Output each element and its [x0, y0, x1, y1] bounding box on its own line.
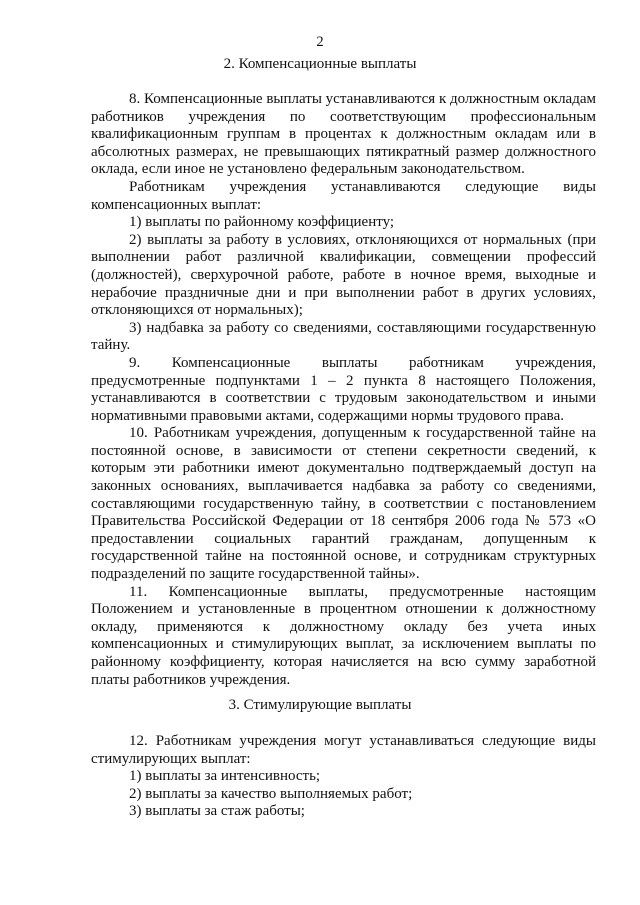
section-3-body [91, 733, 596, 821]
paragraph-11: 11. Компенсационные выплаты, предусмотренные настоящим Положением и установленные в процентном отношении к должностному окладу, применяются к должностному окладу без учета иных компенсационных и стимулирующих выплат, за исключением выплаты по районному коэффициенту, которая начисляется на всю сумму заработной платы работников учреждения. [91, 583, 596, 688]
list-item: 1) выплаты по районному коэффициенту; [129, 214, 395, 231]
section-3-heading: 3. Стимулирующие выплаты [228, 697, 412, 713]
page-number: 2 [316, 34, 324, 50]
paragraph-8: 8. Компенсационные выплаты устанавливаются к должностным окладам работников учреждения по соответствующим профессиональным квалификационным группам в процентах к должностным окладам или в абсолютных размерах, не превышающих пятикратный размер должностного оклада, если иное не установлено федеральным законодательством. [91, 91, 596, 178]
section-2-body [91, 91, 596, 689]
paragraph-9: 9. Компенсационные выплаты работникам учреждения, предусмотренные подпунктами 1 – 2 пункта 8 настоящего Положения, устанавливаются в соответствии с трудовым законодательством и иными нормативными правовыми актами, содержащими нормы трудового права. [91, 354, 596, 424]
paragraph-12: 12. Работникам учреждения могут устанавливаться следующие виды стимулирующих выплат: [91, 733, 596, 767]
list-item: 1) выплаты за интенсивность; [129, 768, 321, 785]
list-item: 3) надбавка за работу со сведениями, составляющими государственную тайну. [91, 319, 596, 354]
paragraph-intro: Работникам учреждения устанавливаются следующие виды компенсационных выплат: [91, 178, 596, 213]
list-item: 2) выплаты за работу в условиях, отклоняющихся от нормальных (при выполнении работ различной квалификации, совмещении профессий (должностей), сверхурочной работе, работе в ночное время, выходные и нерабочие праздничные дни и при выполнении работ в других условиях, отклоняющихся от нормальных); [91, 231, 596, 319]
section-2-heading: 2. Компенсационные выплаты [223, 56, 417, 72]
list-item: 3) выплаты за стаж работы; [129, 803, 305, 820]
paragraph-10: 10. Работникам учреждения, допущенным к государственной тайне на постоянной основе, в зависимости от степени секретности сведений, к которым эти работники имеют документально подтверждаемый доступ на законных основаниях, выплачивается надбавка за работу со сведениями, составляющими государственную тайну, в соответствии с постановлением Правительства Российской Федерации от 18 сентября 2006 года № 573 «О предоставлении социальных гарантий гражданам, допущенным к государственной тайне на постоянной основе, и сотрудникам структурных подразделений по защите государственной тайны». [91, 425, 596, 583]
list-item: 2) выплаты за качество выполняемых работ; [129, 785, 413, 802]
